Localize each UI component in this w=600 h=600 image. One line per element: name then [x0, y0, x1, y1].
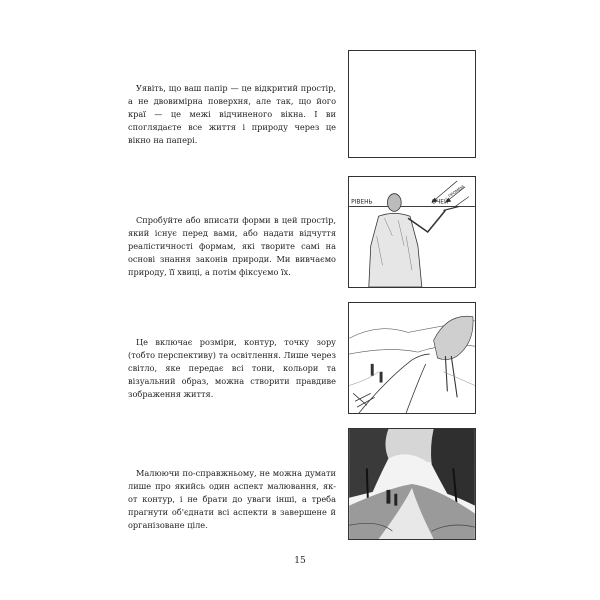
eye-level-illustration	[349, 177, 475, 287]
label-level: РІВЕНЬ	[351, 199, 373, 206]
figure-eye-level-sketch	[348, 176, 476, 288]
tonal-landscape-illustration	[349, 429, 475, 539]
paragraph-2: Спробуйте або вписати форми в цей простір, який існує перед вами, або надати відчуття реалістичності формам, які творите самі на основі знання законів природи. Ми вивчаємо природу, її хвиці, а потім фіксуємо їх.	[128, 215, 336, 277]
landscape-illustration	[349, 303, 475, 413]
figure-empty-window	[348, 50, 476, 158]
figure-landscape-sketch	[348, 302, 476, 414]
figure-tonal-landscape	[348, 428, 476, 540]
page-number: 15	[294, 556, 306, 566]
label-eyes: ОЧЕЙ	[431, 199, 449, 206]
paragraph-1: Уявіть, що ваш папір — це відкритий простір, а не двовимірна поверхня, але так, що його краї — це межі відчиненого вікна. І ви споглядаєте все життя і природу через це вікно на папері.	[128, 83, 336, 145]
paragraph-4: Малюючи по-справжньому, не можна думати лише про якийсь один аспект малювання, як-от контур, і не брати до уваги інші, а треба прагнути об'єднати всі аспекти в завершене й організоване ціле.	[128, 468, 336, 530]
label-rays: ПРОМЕНІ	[447, 183, 466, 199]
paragraph-3: Це включає розміри, контур, точку зору (тобто перспективу) та освітлення. Лише через світло, яке передає всі тони, кольори та візуальний образ, можна створити правдиве зображення життя.	[128, 337, 336, 399]
